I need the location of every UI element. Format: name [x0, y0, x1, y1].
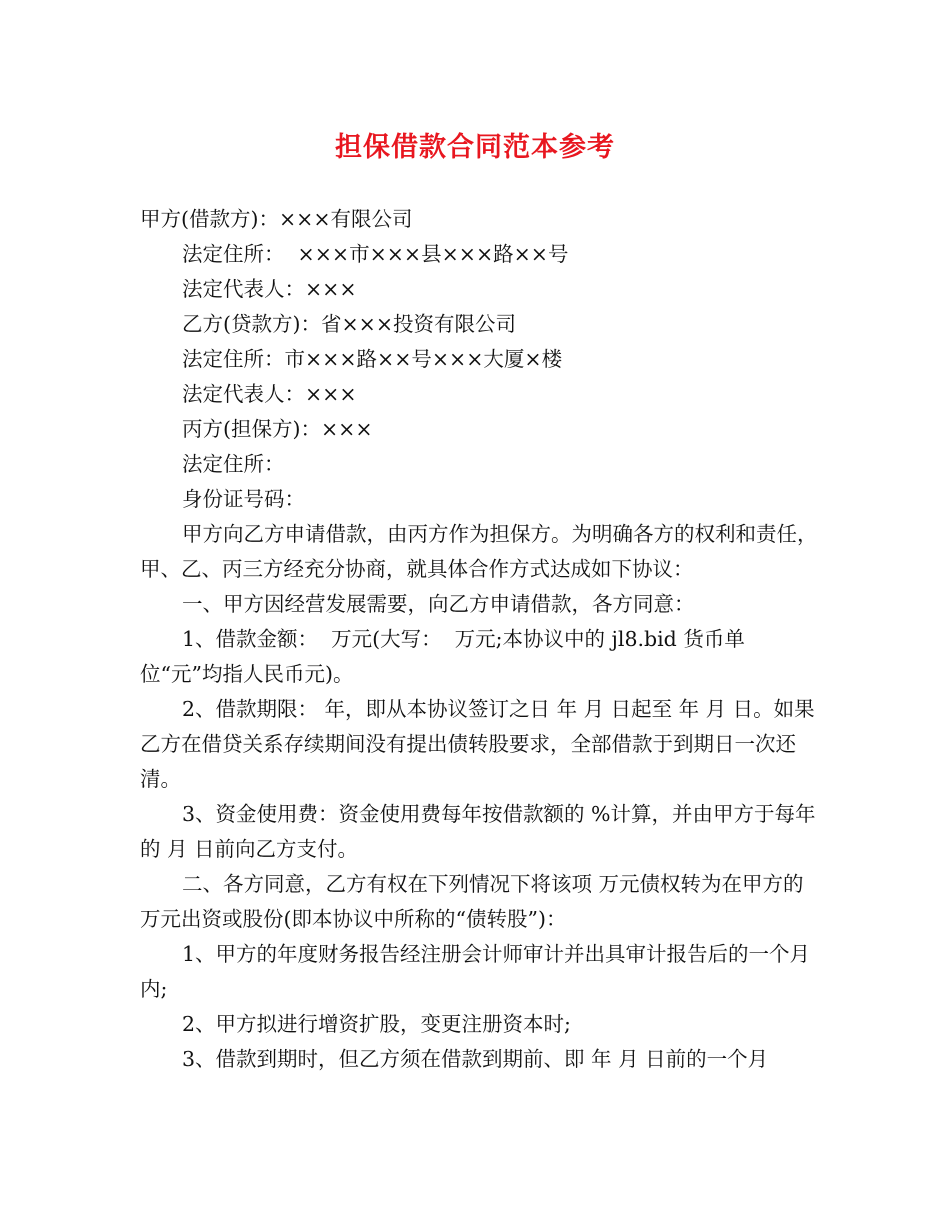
contract-paragraph: 2、借款期限： 年，即从本协议签订之日 年 月 日起至 年 月 日。如果乙方在借贷关系存续期间没有提出债转股要求，全部借款于到期日一次还清。	[140, 697, 815, 791]
contract-paragraph: 法定代表人：×××	[182, 277, 357, 301]
contract-paragraph: 身份证号码：	[182, 487, 305, 511]
contract-paragraph: 法定住所：	[182, 452, 285, 476]
contract-paragraph: 乙方(贷款方)：省×××投资有限公司	[182, 312, 517, 336]
contract-paragraph: 丙方(担保方)：×××	[182, 417, 373, 441]
contract-paragraph: 甲方向乙方申请借款，由丙方作为担保方。为明确各方的权利和责任，甲、乙、丙三方经充分协商，就具体合作方式达成如下协议：	[140, 522, 818, 581]
contract-paragraph: 法定住所：市×××路××号×××大厦×楼	[182, 347, 563, 371]
contract-paragraph: 一、甲方因经营发展需要，向乙方申请借款，各方同意：	[182, 592, 695, 616]
contract-paragraph: 3、借款到期时，但乙方须在借款到期前、即 年 月 日前的一个月	[182, 1047, 769, 1071]
contract-paragraph: 法定代表人：×××	[182, 382, 357, 406]
contract-body	[140, 202, 820, 1077]
document-title: 担保借款合同范本参考	[335, 132, 615, 163]
contract-paragraph: 二、各方同意，乙方有权在下列情况下将该项 万元债权转为在甲方的 万元出资或股份(即本协议中所称的“债转股”)：	[140, 872, 811, 931]
contract-paragraph: 2、甲方拟进行增资扩股，变更注册资本时;	[182, 1012, 571, 1036]
contract-paragraph: 1、甲方的年度财务报告经注册会计师审计并出具审计报告后的一个月内;	[140, 942, 811, 1001]
contract-paragraph: 1、借款金额： 万元(大写： 万元;本协议中的 jl8.bid 货币单位“元”均指人民币元)。	[140, 627, 745, 686]
contract-paragraph: 甲方(借款方)：×××有限公司	[140, 207, 413, 231]
contract-paragraph: 3、资金使用费：资金使用费每年按借款额的 %计算，并由甲方于每年的 月 日前向乙方支付。	[140, 802, 816, 861]
contract-paragraph: 法定住所： ×××市×××县×××路××号	[182, 242, 569, 266]
